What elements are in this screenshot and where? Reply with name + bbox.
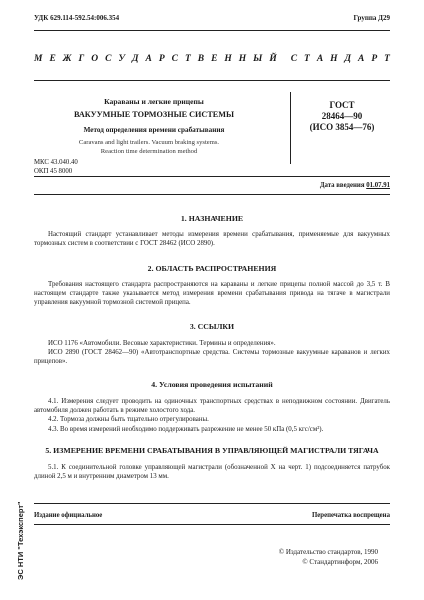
official-edition: Издание официальное <box>34 512 103 519</box>
banner-letter: В <box>197 54 205 64</box>
classification-rule <box>34 176 390 177</box>
banner-letter: А <box>145 54 152 64</box>
section-1-heading: 1. НАЗНАЧЕНИЕ <box>180 214 244 223</box>
title-english-2: Reaction time determination method <box>100 148 198 155</box>
banner-letter: А <box>316 54 324 64</box>
paragraph: 4.2. Тормоза должны быть тщательно отрегулированы. <box>48 416 209 424</box>
banner-letter: Д <box>344 54 352 64</box>
paragraph: ИСО 2890 (ГОСТ 28462—90) «Автотранспортные средства. Системы тормозные вакуумные караванов и легких прицепов». <box>34 349 390 366</box>
banner-letter: О <box>91 54 99 64</box>
reprint-prohibited: Перепечатка воспрещена <box>312 512 390 519</box>
title-line-3: Метод определения времени срабатывания <box>83 126 225 134</box>
footer-rule <box>34 503 390 504</box>
paragraph: 5.1. К соединительной головке управляющей магистрали (обозначенной X на черт. 1) подсоединяется патрубок длиной 2,5 м и внутренним диаметром 13 мм. <box>34 464 390 481</box>
section-4-heading: 4. Условия проведения испытаний <box>151 380 273 389</box>
header-rule <box>34 30 390 31</box>
paragraph: 4.3. Во время измерений необходимо поддерживать разрежение не менее 50 кПа (0,5 кгс/см²). <box>48 425 324 433</box>
title-english-1: Caravans and light trailers. Vacuum braking systems. <box>78 139 220 146</box>
effective-date-label: Дата введения <box>319 182 365 189</box>
banner-letter: М <box>34 54 43 64</box>
paragraph: Требования настоящего стандарта распространяются на караваны и легкие прицепы полной массой до 3,5 т. В настоящем стандарте также указывается метод измерения времени срабатывания привода на тягаче в магистрали управления вакуумной тормозной системой прицепа. <box>34 281 390 307</box>
effective-date-value: 01.07.91 <box>366 182 390 189</box>
section-4-body <box>34 397 390 434</box>
banner-letter: Т <box>184 54 191 64</box>
banner-letter: С <box>105 54 112 64</box>
gost-iso-number: (ИСО 3854—76) <box>309 122 375 132</box>
group-code: Группа Д29 <box>353 14 390 22</box>
banner-letter: С <box>290 54 298 64</box>
section-3-body <box>34 339 390 367</box>
paragraph: ИСО 1176 «Автомобили. Весовые характеристики. Термины и определения». <box>48 340 276 347</box>
side-stamp-text: ЭС НТИ "Техэксперт" <box>16 501 25 580</box>
footer-rule-2 <box>34 524 390 525</box>
banner-rule <box>34 80 390 81</box>
banner-letter: Н <box>224 54 232 64</box>
udk-code: УДК 629.114-592.54:006.354 <box>34 14 120 22</box>
banner-letter: Ж <box>62 54 72 64</box>
okp-code: ОКП 45 8000 <box>34 168 73 175</box>
banner-letter: Т <box>304 54 310 64</box>
section-3-heading: 3. ССЫЛКИ <box>189 322 235 331</box>
banner-letter: Р <box>371 54 378 64</box>
banner-letter: Е <box>211 54 218 64</box>
banner-letter: Г <box>78 54 85 64</box>
effective-date <box>320 182 390 189</box>
banner-letter: Ы <box>253 54 263 64</box>
banner-letter: Й <box>269 54 277 64</box>
banner-letter: С <box>171 54 178 64</box>
section-5-body <box>34 463 390 481</box>
title-divider <box>290 92 291 164</box>
paragraph: 4.1. Измерения следует проводить на одиночных транспортных средствах в неподвижном состоянии. Двигатель автомобиля должен работать в режиме холостого хода. <box>34 398 390 415</box>
banner-letter: Т <box>384 54 390 64</box>
gost-number: 28464—90 <box>321 111 363 121</box>
title-line-2: ВАКУУМНЫЕ ТОРМОЗНЫЕ СИСТЕМЫ <box>73 110 235 119</box>
banner-letter: Д <box>132 54 139 64</box>
banner-letter: Н <box>238 54 247 64</box>
date-rule <box>34 194 390 195</box>
section-1-body <box>34 230 390 248</box>
section-2-body <box>34 280 390 308</box>
banner-letter: У <box>118 54 126 64</box>
section-2-heading: 2. ОБЛАСТЬ РАСПРОСТРАНЕНИЯ <box>147 264 277 273</box>
copyright-1: © Издательство стандартов, 1990 <box>278 548 378 556</box>
section-5-heading: 5. ИЗМЕРЕНИЕ ВРЕМЕНИ СРАБАТЫВАНИЯ В УПРАВЛЯЮЩЕЙ МАГИСТРАЛИ ТЯГАЧА <box>45 446 379 455</box>
banner-letter: Р <box>158 54 165 64</box>
interstate-standard-banner <box>34 54 390 64</box>
copyright-2: © Стандартинформ, 2006 <box>302 558 378 566</box>
title-line-1: Караваны и легкие прицепы <box>104 97 204 106</box>
side-stamp <box>4 430 25 580</box>
banner-letter: А <box>358 54 365 64</box>
mks-code: МКС 43.040.40 <box>34 159 78 166</box>
gost-label: ГОСТ <box>329 100 355 110</box>
classification-codes <box>34 158 78 176</box>
banner-letter: Н <box>330 54 338 64</box>
paragraph: Настоящий стандарт устанавливает методы измерения времени срабатывания, применяемые для вакуумных тормозных систем в соответствии с ГОСТ 28462 (ИСО 2890). <box>34 231 390 248</box>
banner-letter: Е <box>49 54 56 64</box>
